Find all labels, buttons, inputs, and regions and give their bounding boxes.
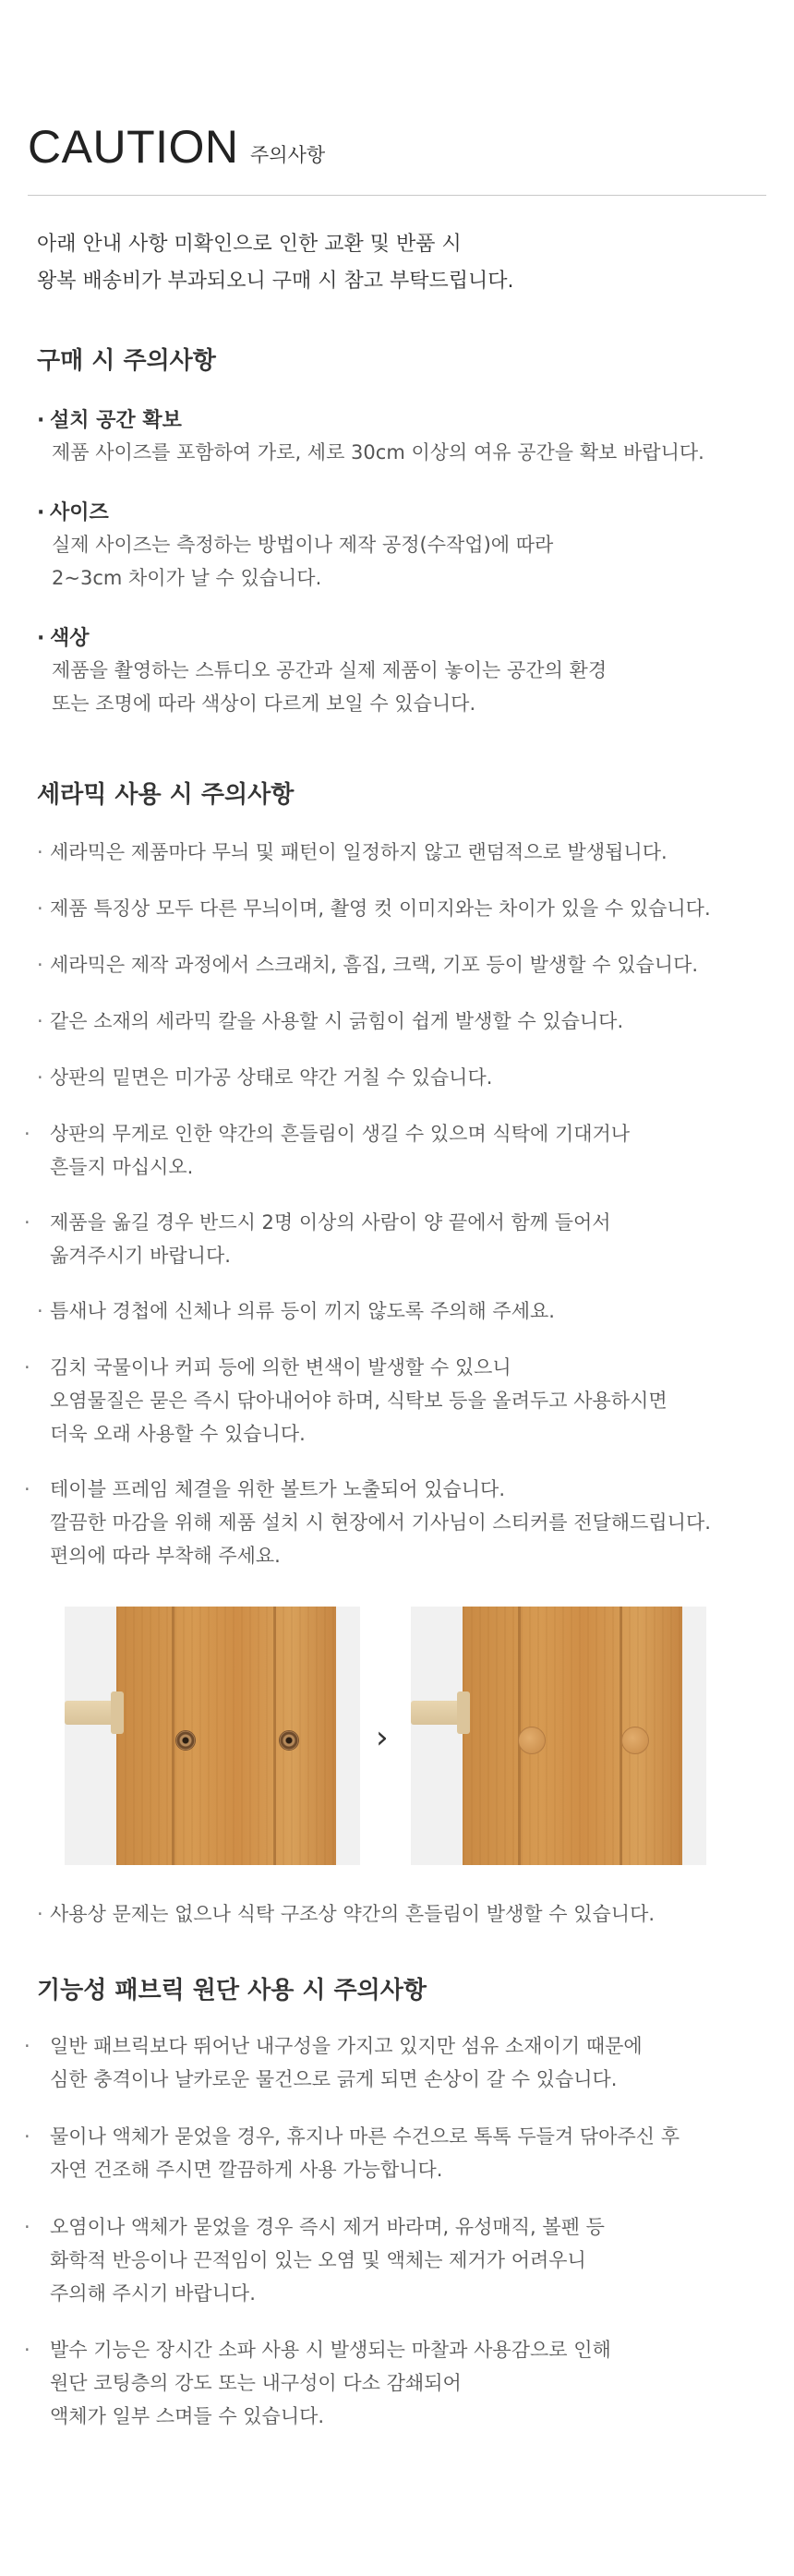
ceramic-note <box>37 1005 776 1038</box>
intro-line: 왕복 배송비가 부과되오니 구매 시 참고 부탁드립니다. <box>37 270 514 293</box>
sticker-icon <box>518 1727 546 1754</box>
bullet-icon: · <box>37 409 45 432</box>
intro-line: 아래 안내 사항 미확인으로 인한 교환 및 반품 시 <box>37 233 462 256</box>
fabric-note <box>24 2333 776 2433</box>
item-title-text: 설치 공간 확보 <box>50 409 182 432</box>
item-title-size <box>37 497 109 525</box>
ceramic-note <box>24 1117 776 1184</box>
bullet-icon: · <box>24 1211 30 1234</box>
bullet-icon: · <box>24 2339 30 2361</box>
note-text: 상판의 무게로 인한 약간의 흔들림이 생길 수 있으며 식탁에 기대거나 흔들지 마십시오. <box>50 1123 631 1178</box>
bolt-exposed-photo <box>65 1607 360 1865</box>
note-text: 사용상 문제는 없으나 식탁 구조상 약간의 흔들림이 발생할 수 있습니다. <box>50 1903 656 1925</box>
bullet-icon: · <box>24 2035 30 2057</box>
bolt-icon <box>279 1730 299 1751</box>
bullet-icon: · <box>37 841 43 863</box>
page-title: CAUTION <box>28 121 239 173</box>
bullet-icon: · <box>37 1066 43 1089</box>
section-title-fabric: 기능성 패브릭 원단 사용 시 주의사항 <box>37 1977 427 2004</box>
item-title-color <box>37 622 90 651</box>
note-text: 물이나 액체가 묻었을 경우, 휴지나 마른 수건으로 톡톡 두들겨 닦아주신 후 자연 건조해 주시면 깔끔하게 사용 가능합니다. <box>50 2125 680 2181</box>
note-text: 김치 국물이나 커피 등에 의한 변색이 발생할 수 있으니 오염물질은 묻은 즉시 닦아내어야 하며, 식탁보 등을 올려두고 사용하시면 더욱 오래 사용할 수 있습니다. <box>50 1356 668 1445</box>
bolt-covered-photo <box>411 1607 706 1865</box>
wood-panel <box>463 1607 682 1865</box>
note-text: 발수 기능은 장시간 소파 사용 시 발생되는 마찰과 사용감으로 인해 원단 코팅층의 강도 또는 내구성이 다소 감쇄되어 액체가 일부 스며들 수 있습니다. <box>50 2339 611 2427</box>
bullet-icon: · <box>37 1010 43 1032</box>
note-text: 상판의 밑면은 미가공 상태로 약간 거칠 수 있습니다. <box>50 1066 493 1089</box>
note-text: 제품 특징상 모두 다른 무늬이며, 촬영 컷 이미지와는 차이가 있을 수 있습니다. <box>50 897 711 920</box>
bullet-icon: · <box>24 1123 30 1145</box>
ceramic-note <box>37 892 776 925</box>
table-rail-cap <box>457 1691 470 1734</box>
item-title-space <box>37 404 182 433</box>
bullet-icon: · <box>37 1300 43 1322</box>
ceramic-note <box>37 1294 776 1328</box>
note-text: 같은 소재의 세라믹 칼을 사용할 시 긁힘이 쉽게 발생할 수 있습니다. <box>50 1010 624 1032</box>
ceramic-note <box>37 948 776 981</box>
wood-grain <box>172 1607 174 1865</box>
bullet-icon: · <box>37 954 43 976</box>
note-text: 세라믹은 제품마다 무늬 및 패턴이 일정하지 않고 랜덤적으로 발생됩니다. <box>50 841 668 863</box>
ceramic-note <box>37 1061 776 1094</box>
note-text: 테이블 프레임 체결을 위한 볼트가 노출되어 있습니다. 깔끔한 마감을 위해 제품 설치 시 현장에서 기사님이 스티커를 전달해드립니다. 편의에 따라 부착해 주세요. <box>50 1478 711 1567</box>
fabric-note <box>24 2210 776 2310</box>
table-rail-cap <box>111 1691 124 1734</box>
bolt-icon <box>175 1730 196 1751</box>
bullet-icon: · <box>37 1903 43 1925</box>
wood-panel <box>116 1607 336 1865</box>
bullet-icon: · <box>24 2125 30 2148</box>
ceramic-note <box>37 836 776 869</box>
section-title-purchase: 구매 시 주의사항 <box>37 347 216 375</box>
ceramic-note <box>24 1473 776 1572</box>
note-text: 제품을 옮길 경우 반드시 2명 이상의 사람이 양 끝에서 함께 들어서 옮겨주시기 바랍니다. <box>50 1211 611 1267</box>
caution-header <box>28 114 766 196</box>
ceramic-note-after-image <box>37 1897 776 1931</box>
bullet-icon: · <box>24 1356 30 1378</box>
wood-grain <box>273 1607 276 1865</box>
bullet-icon: · <box>37 501 45 524</box>
item-text-space: 제품 사이즈를 포함하여 가로, 세로 30cm 이상의 여유 공간을 확보 바랍니다. <box>52 441 704 463</box>
note-text: 틈새나 경첩에 신체나 의류 등이 끼지 않도록 주의해 주세요. <box>50 1300 555 1322</box>
chevron-right-icon: › <box>376 1719 389 1756</box>
note-text: 오염이나 액체가 묻었을 경우 즉시 제거 바라며, 유성매직, 볼펜 등 화학적 반응이나 끈적임이 있는 오염 및 액체는 제거가 어려우니 주의해 주시기 바랍니다. <box>50 2216 605 2305</box>
fabric-note <box>24 2120 776 2186</box>
item-text-color: 제품을 촬영하는 스튜디오 공간과 실제 제품이 놓이는 공간의 환경 또는 조명에 따라 색상이 다르게 보일 수 있습니다. <box>52 659 608 715</box>
sticker-icon <box>621 1727 649 1754</box>
bullet-icon: · <box>24 1478 30 1500</box>
bullet-icon: · <box>37 627 45 650</box>
ceramic-note <box>24 1351 776 1451</box>
item-title-text: 색상 <box>50 627 90 650</box>
page-subtitle: 주의사항 <box>250 144 326 166</box>
bullet-icon: · <box>37 897 43 920</box>
intro-notice <box>37 226 757 300</box>
item-title-text: 사이즈 <box>50 501 109 524</box>
ceramic-note <box>24 1206 776 1272</box>
item-text-size: 실제 사이즈는 측정하는 방법이나 제작 공정(수작업)에 따라 2~3cm 차이가 날 수 있습니다. <box>52 534 554 589</box>
note-text: 일반 패브릭보다 뛰어난 내구성을 가지고 있지만 섬유 소재이기 때문에 심한 충격이나 날카로운 물건으로 긁게 되면 손상이 갈 수 있습니다. <box>50 2035 643 2090</box>
bullet-icon: · <box>24 2216 30 2238</box>
section-title-ceramic: 세라믹 사용 시 주의사항 <box>37 781 295 809</box>
note-text: 세라믹은 제작 과정에서 스크래치, 흠집, 크랙, 기포 등이 발생할 수 있습니다. <box>50 954 699 976</box>
fabric-note <box>24 2029 776 2096</box>
